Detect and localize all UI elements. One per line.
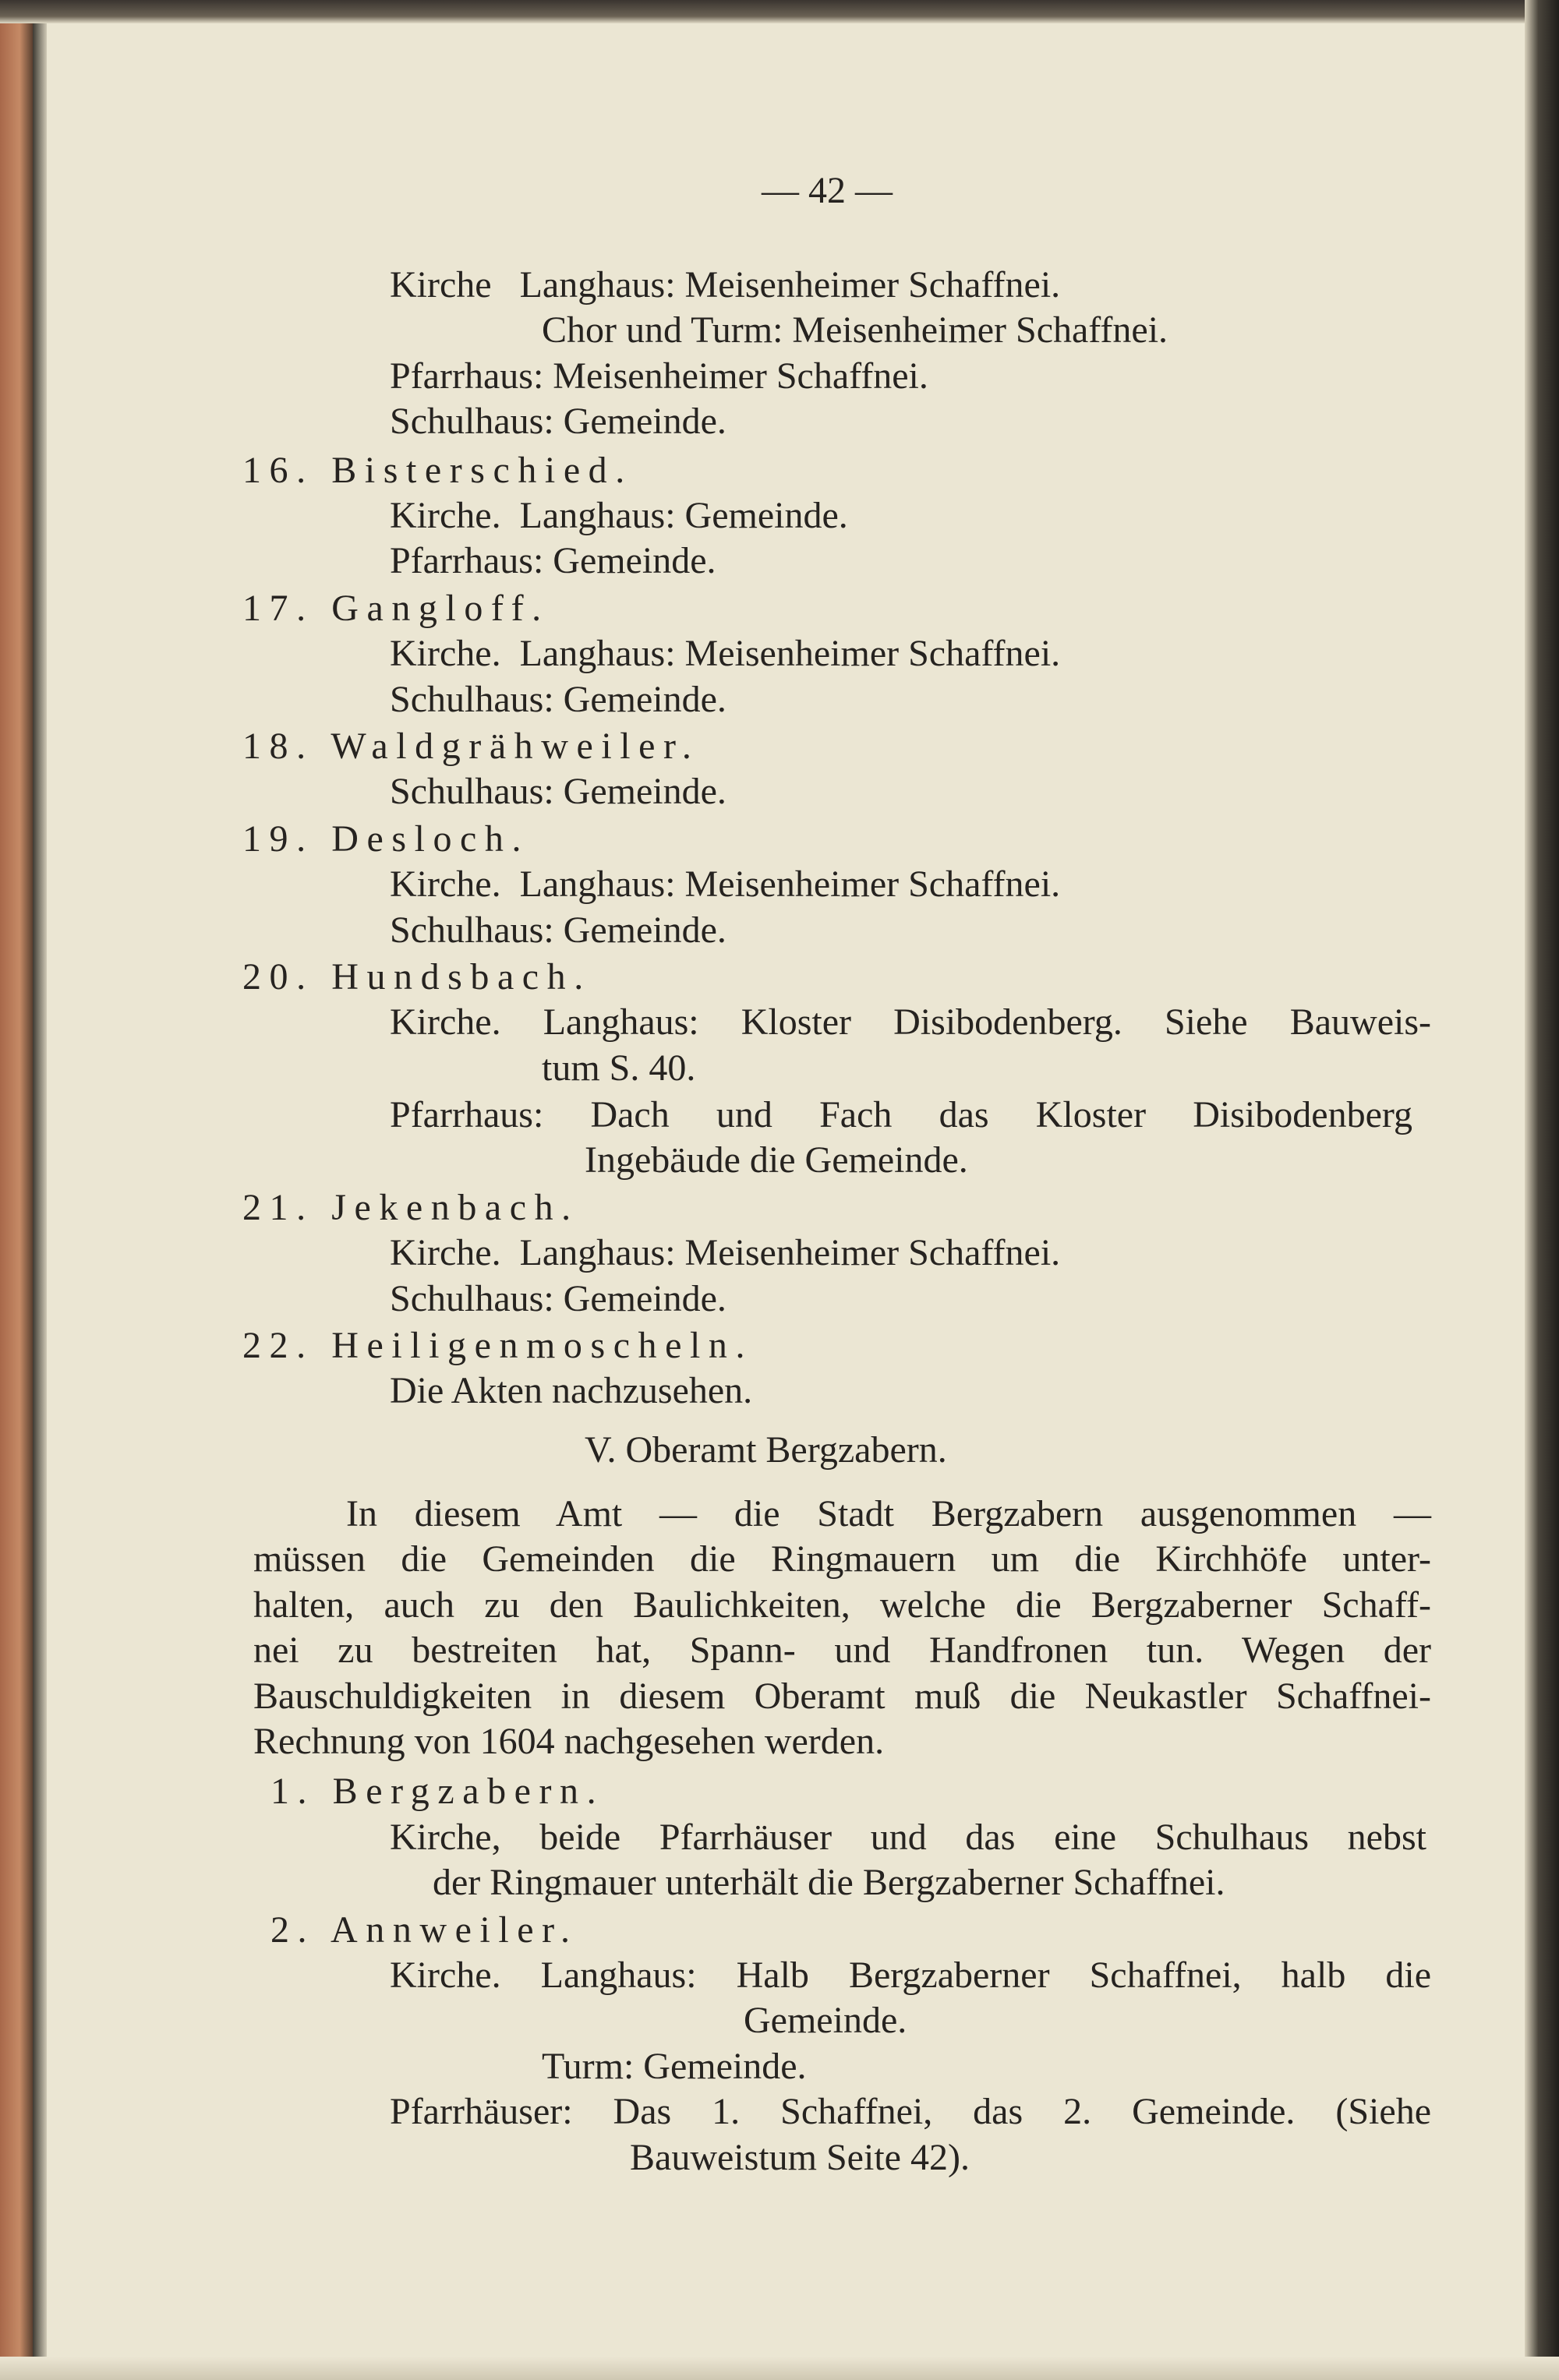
book-binding-edge [0, 0, 33, 2380]
bottom-scan-edge [0, 2357, 1559, 2380]
paragraph-line: nei zu bestreiten hat, Spann- und Handfronen tun. Wegen der [253, 1630, 1431, 1671]
text-line: der Ringmauer unterhält die Bergzaberner Schaffnei. [433, 1862, 1225, 1903]
text-line: Schulhaus: Gemeinde. [390, 771, 726, 812]
paragraph-line: Rechnung von 1604 nachgesehen werden. [253, 1721, 885, 1762]
entry-heading: 19. Desloch. [242, 818, 530, 860]
text-line: Kirche. Langhaus: Meisenheimer Schaffnei. [390, 1232, 1061, 1273]
text-line: Pfarrhaus: Dach und Fach das Kloster Disibodenberg [390, 1094, 1412, 1135]
text-line: Ingebäude die Gemeinde. [585, 1139, 968, 1181]
text-line: Kirche. Langhaus: Meisenheimer Schaffnei. [390, 633, 1061, 674]
text-line: Schulhaus: Gemeinde. [390, 401, 726, 442]
text-line: Kirche. Langhaus: Gemeinde. [390, 495, 848, 536]
page-number: — 42 — [762, 170, 893, 211]
entry-heading: 18. Waldgrähweiler. [242, 726, 700, 767]
text-line: Kirche. Langhaus: Kloster Disibodenberg. Siehe Bauweis- [390, 1001, 1431, 1043]
text-line: Kirche. Langhaus: Meisenheimer Schaffnei. [390, 863, 1061, 905]
text-line: Die Akten nachzusehen. [390, 1370, 753, 1411]
text-line: Schulhaus: Gemeinde. [390, 1278, 726, 1319]
entry-heading: 16. Bisterschied. [242, 450, 633, 491]
text-line: Gemeinde. [744, 2000, 907, 2041]
text-line: Bauweistum Seite 42). [630, 2137, 970, 2178]
entry-heading: 21. Jekenbach. [242, 1187, 579, 1228]
entry-heading: 22. Heiligenmoscheln. [242, 1325, 754, 1366]
text-line: Pfarrhäuser: Das 1. Schaffnei, das 2. Gemeinde. (Siehe [390, 2091, 1431, 2132]
paragraph-line: In diesem Amt — die Stadt Bergzabern ausgenommen — [346, 1493, 1431, 1534]
text-line: Kirche, beide Pfarrhäuser und das eine Schulhaus nebst [390, 1817, 1426, 1858]
entry-heading: 2. Annweiler. [270, 1909, 578, 1951]
text-line: Kirche Langhaus: Meisenheimer Schaffnei. [390, 264, 1061, 305]
text-line: Schulhaus: Gemeinde. [390, 909, 726, 951]
text-line: Pfarrhaus: Gemeinde. [390, 540, 716, 581]
right-scan-edge [1525, 0, 1559, 2380]
text-line: tum S. 40. [542, 1047, 696, 1089]
top-scan-edge [0, 0, 1559, 23]
section-heading: V. Oberamt Bergzabern. [585, 1429, 947, 1471]
page-gutter-shadow [33, 0, 47, 2380]
text-line: Schulhaus: Gemeinde. [390, 679, 726, 720]
entry-heading: 17. Gangloff. [242, 588, 550, 629]
paragraph-line: halten, auch zu den Baulichkeiten, welche die Bergzaberner Schaff- [253, 1584, 1431, 1626]
text-line: Chor und Turm: Meisenheimer Schaffnei. [542, 309, 1168, 351]
entry-heading: 1. Bergzabern. [270, 1771, 605, 1812]
paragraph-line: Bauschuldigkeiten in diesem Oberamt muß die Neukastler Schaffnei- [253, 1676, 1431, 1717]
entry-heading: 20. Hundsbach. [242, 956, 592, 998]
paragraph-line: müssen die Gemeinden die Ringmauern um die Kirchhöfe unter- [253, 1538, 1431, 1580]
text-line: Kirche. Langhaus: Halb Bergzaberner Schaffnei, halb die [390, 1954, 1431, 1996]
text-line: Turm: Gemeinde. [542, 2046, 807, 2087]
text-line: Pfarrhaus: Meisenheimer Schaffnei. [390, 355, 928, 397]
